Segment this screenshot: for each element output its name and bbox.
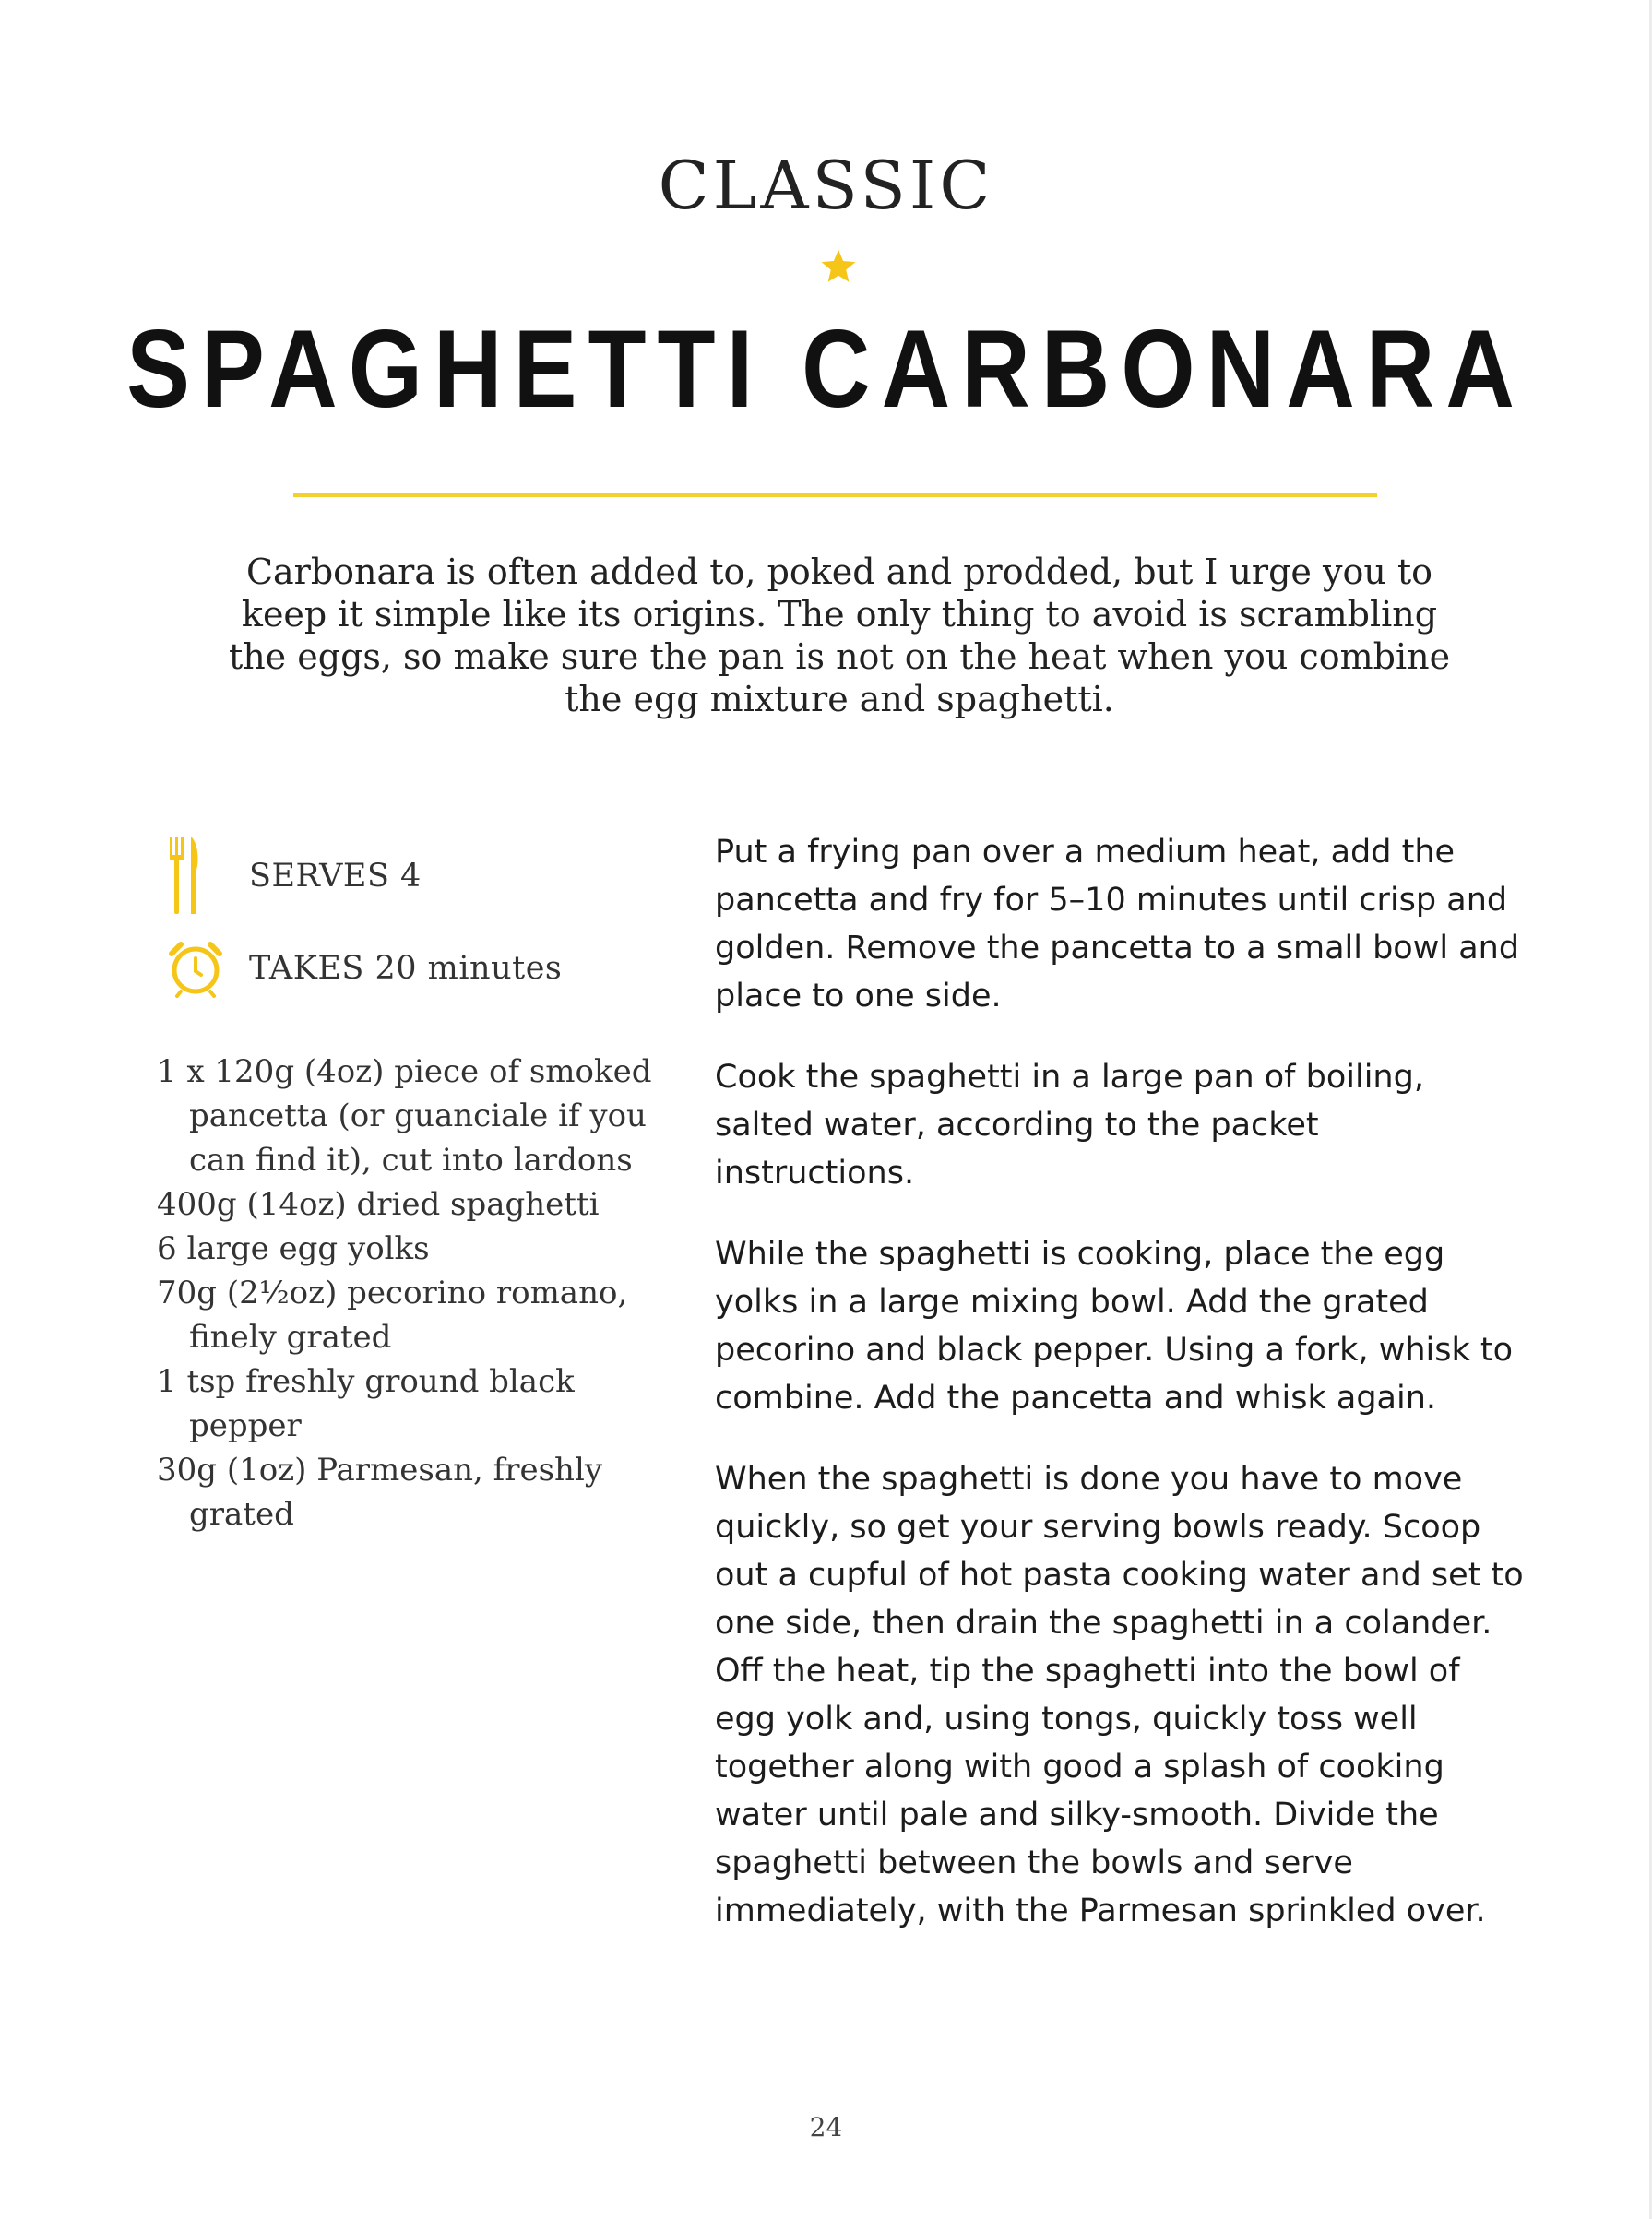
serves-text: SERVES 4: [249, 858, 422, 895]
serves-row: [166, 835, 422, 918]
ingredient-item: 6 large egg yolks: [157, 1230, 430, 1267]
takes-row: [166, 927, 562, 1010]
ingredients-list: [157, 1050, 673, 1537]
cutlery-icon: [166, 835, 231, 918]
method-steps: [715, 828, 1527, 1968]
ingredient-item: 1 tsp freshly ground black pepper: [157, 1363, 575, 1444]
method-step: Cook the spaghetti in a large pan of boiling, salted water, according to the packet instructions.: [715, 1059, 1424, 1192]
ingredient-item: 400g (14oz) dried spaghetti: [157, 1186, 600, 1223]
alarm-clock-icon: [166, 927, 231, 1010]
ingredient-item: 70g (2½oz) pecorino romano, finely grated: [157, 1275, 628, 1356]
method-step: When the spaghetti is done you have to move quickly, so get your serving bowls ready. Scoop out a cupful of hot pasta cooking water and set to one side, then drain the spaghetti in a colander. Off the heat, tip the spaghetti into the bowl of egg yolk and, using tongs, quickly toss well together along with good a splash of cooking water until pale and silky-smooth. Divide the spaghetti between the bowls and serve immediately, with the Parmesan sprinkled over.: [715, 1461, 1524, 1929]
recipe-intro: Carbonara is often added to, poked and prodded, but I urge you to keep it simple like its origins. The only thing to avoid is scrambling the eggs, so make sure the pan is not on the heat when you combine the egg mixture and spaghetti.: [228, 552, 1451, 719]
divider-rule: [293, 493, 1377, 497]
star-icon: [819, 247, 858, 286]
ingredient-item: 30g (1oz) Parmesan, freshly grated: [157, 1452, 603, 1533]
page-number: 24: [809, 2112, 843, 2142]
recipe-category: CLASSIC: [658, 147, 994, 224]
ingredient-item: 1 x 120g (4oz) piece of smoked pancetta (or guanciale if you can find it), cut into lardons: [157, 1053, 652, 1179]
takes-text: TAKES 20 minutes: [249, 950, 563, 987]
method-step: Put a frying pan over a medium heat, add the pancetta and fry for 5–10 minutes until crisp and golden. Remove the pancetta to a small bowl and place to one side.: [715, 834, 1520, 1015]
recipe-title: SPAGHETTI CARBONARA: [126, 307, 1526, 431]
method-step: While the spaghetti is cooking, place the egg yolks in a large mixing bowl. Add the grated pecorino and black pepper. Using a fork, whisk to combine. Add the pancetta and whisk again.: [715, 1236, 1514, 1417]
